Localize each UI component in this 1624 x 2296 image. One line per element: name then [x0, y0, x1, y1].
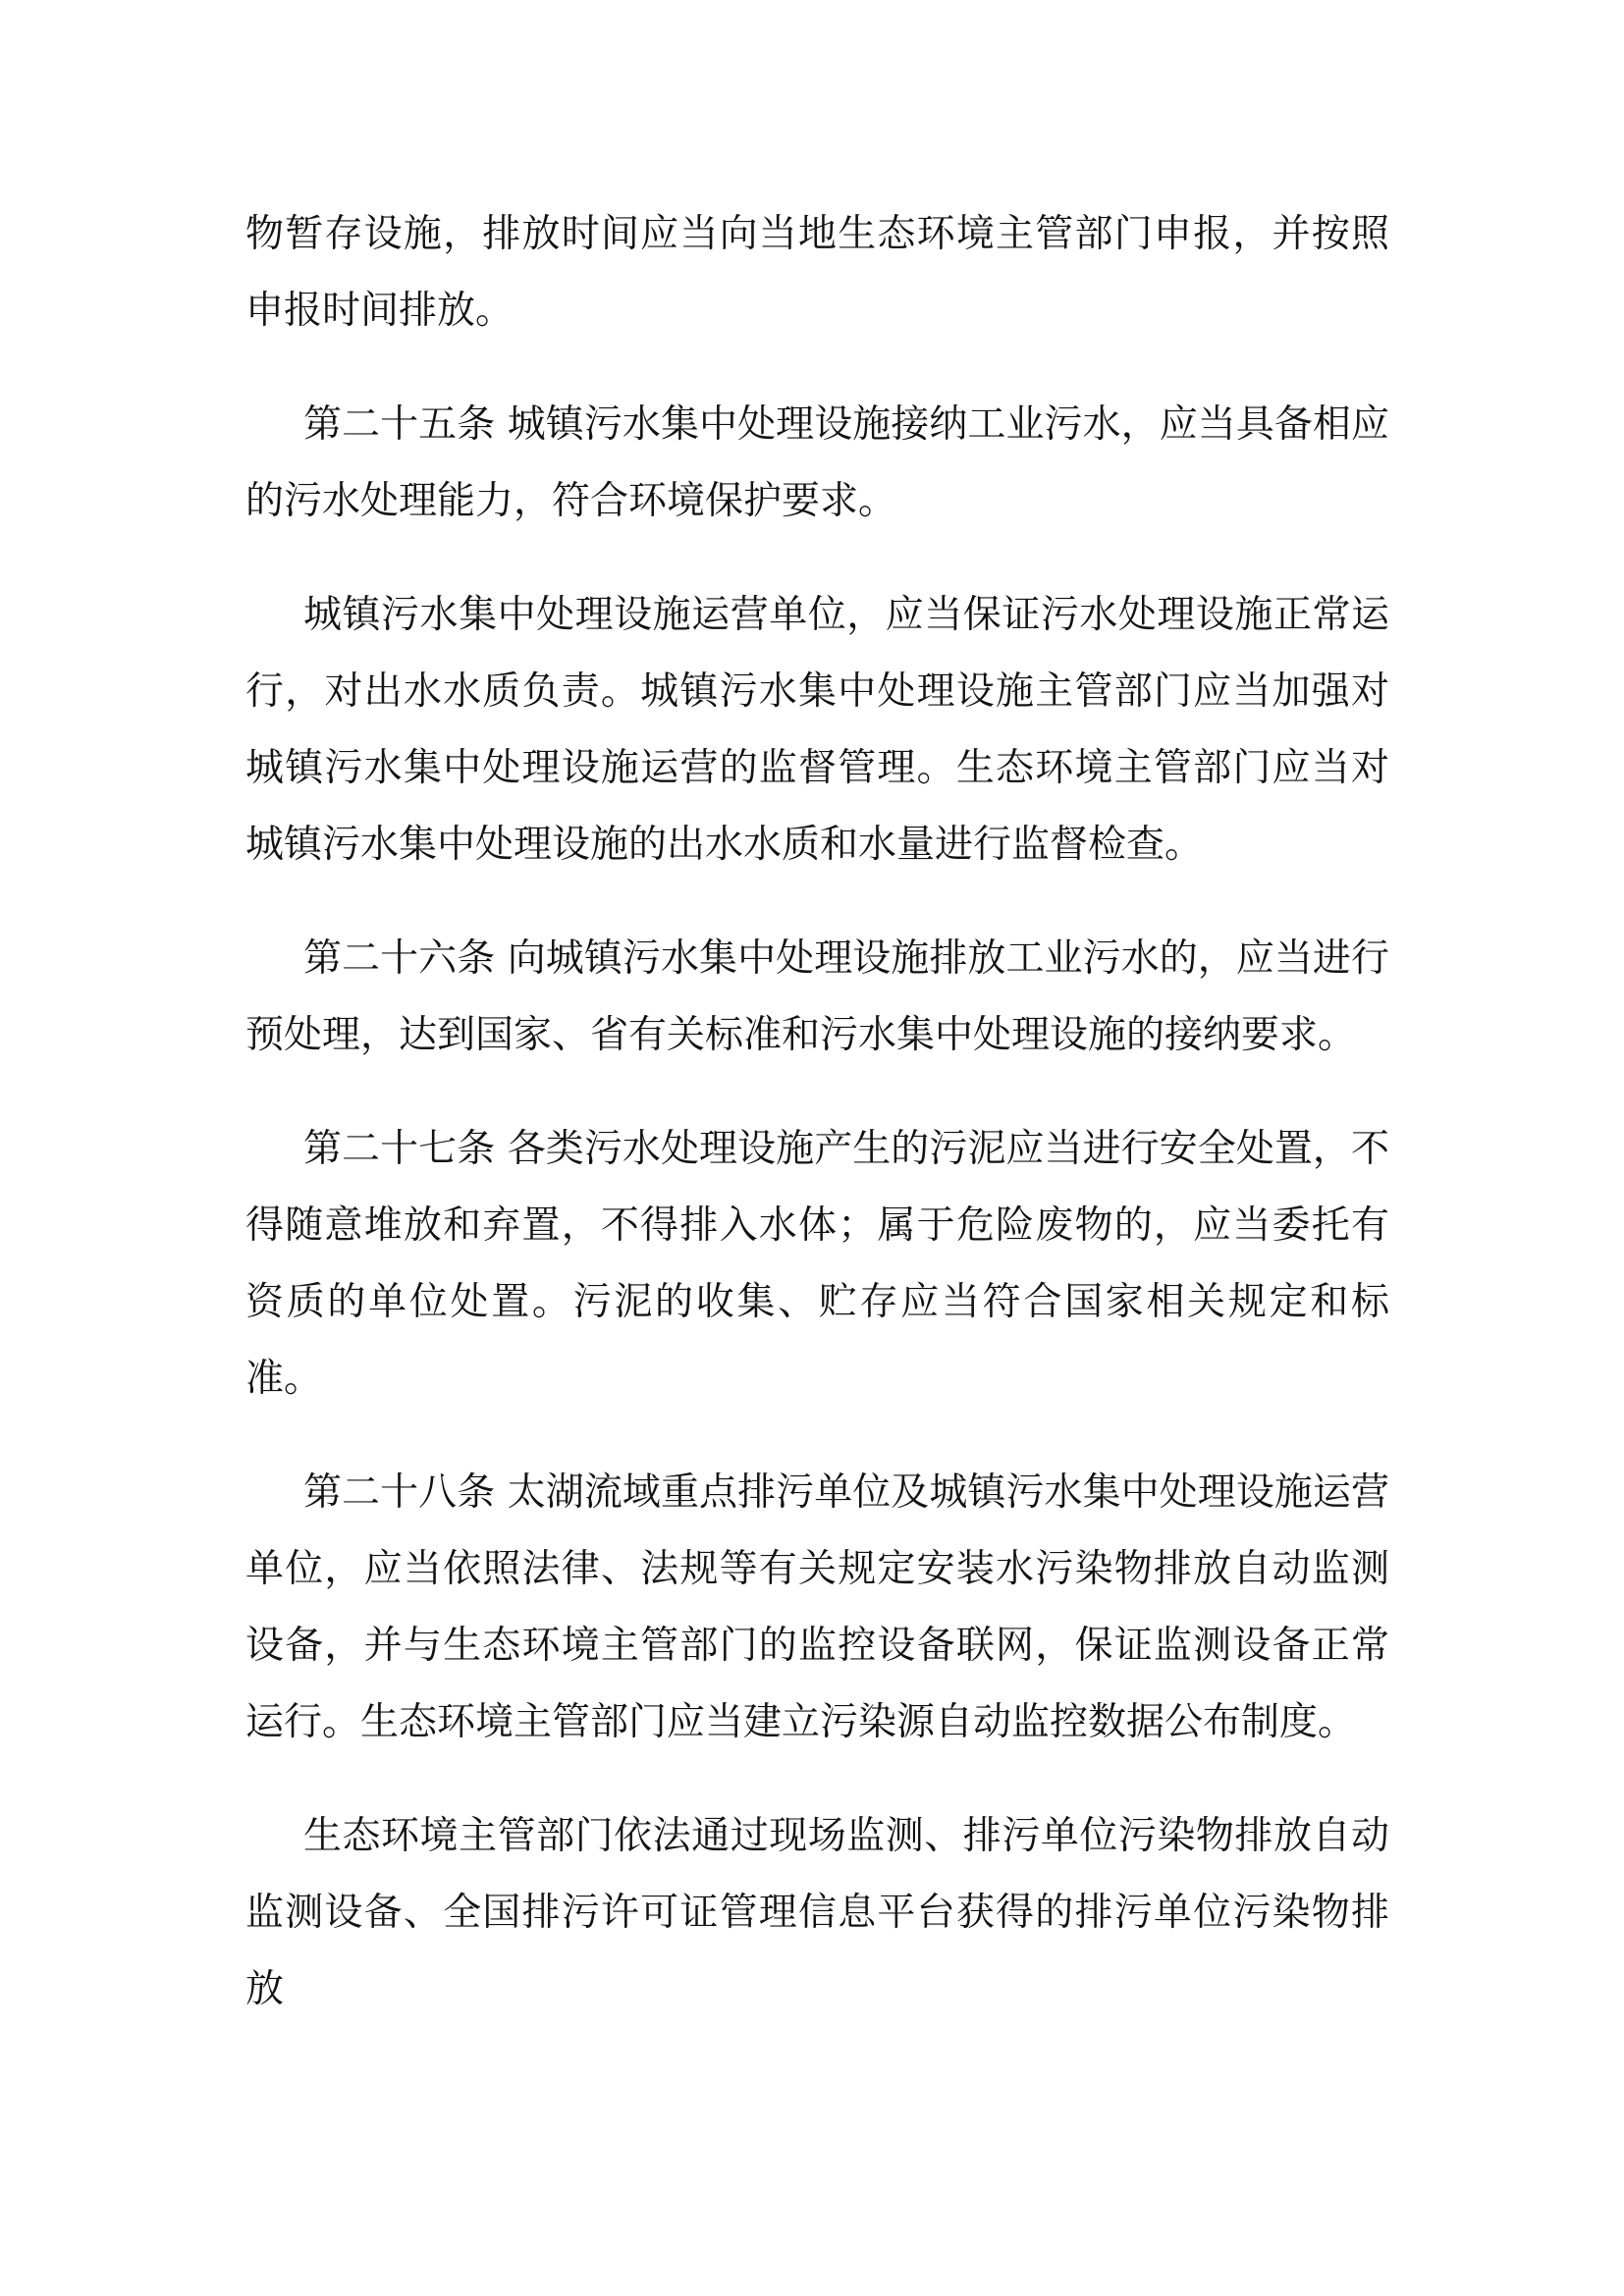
paragraph-article-26: 第二十六条 向城镇污水集中处理设施排放工业污水的，应当进行预处理，达到国家、省有关标准和污水集中处理设施的接纳要求。 [245, 936, 1389, 1057]
paragraph-continuation: 物暂存设施，排放时间应当向当地生态环境主管部门申报，并按照申报时间排放。 [245, 212, 1389, 333]
paragraph-article-28: 第二十八条 太湖流域重点排污单位及城镇污水集中处理设施运营单位，应当依照法律、法规等有关规定安装水污染物排放自动监测设备，并与生态环境主管部门的监控设备联网，保证监测设备正常运行。生态环境主管部门应当建立污染源自动监控数据公布制度。 [245, 1470, 1389, 1744]
document-body [245, 196, 1389, 2065]
paragraph-article-27: 第二十七条 各类污水处理设施产生的污泥应当进行安全处置，不得随意堆放和弃置，不得排入水体；属于危险废物的，应当委托有资质的单位处置。污泥的收集、贮存应当符合国家相关规定和标准。 [245, 1127, 1389, 1401]
paragraph-article-25: 第二十五条 城镇污水集中处理设施接纳工业污水，应当具备相应的污水处理能力，符合环境保护要求。 [245, 402, 1389, 523]
paragraph-operator-duties: 城镇污水集中处理设施运营单位，应当保证污水处理设施正常运行，对出水水质负责。城镇污水集中处理设施主管部门应当加强对城镇污水集中处理设施运营的监督管理。生态环境主管部门应当对城镇污水集中处理设施的出水水质和水量进行监督检查。 [245, 593, 1389, 867]
paragraph-monitoring-data: 生态环境主管部门依法通过现场监测、排污单位污染物排放自动监测设备、全国排污许可证管理信息平台获得的排污单位污染物排放 [245, 1814, 1389, 2011]
